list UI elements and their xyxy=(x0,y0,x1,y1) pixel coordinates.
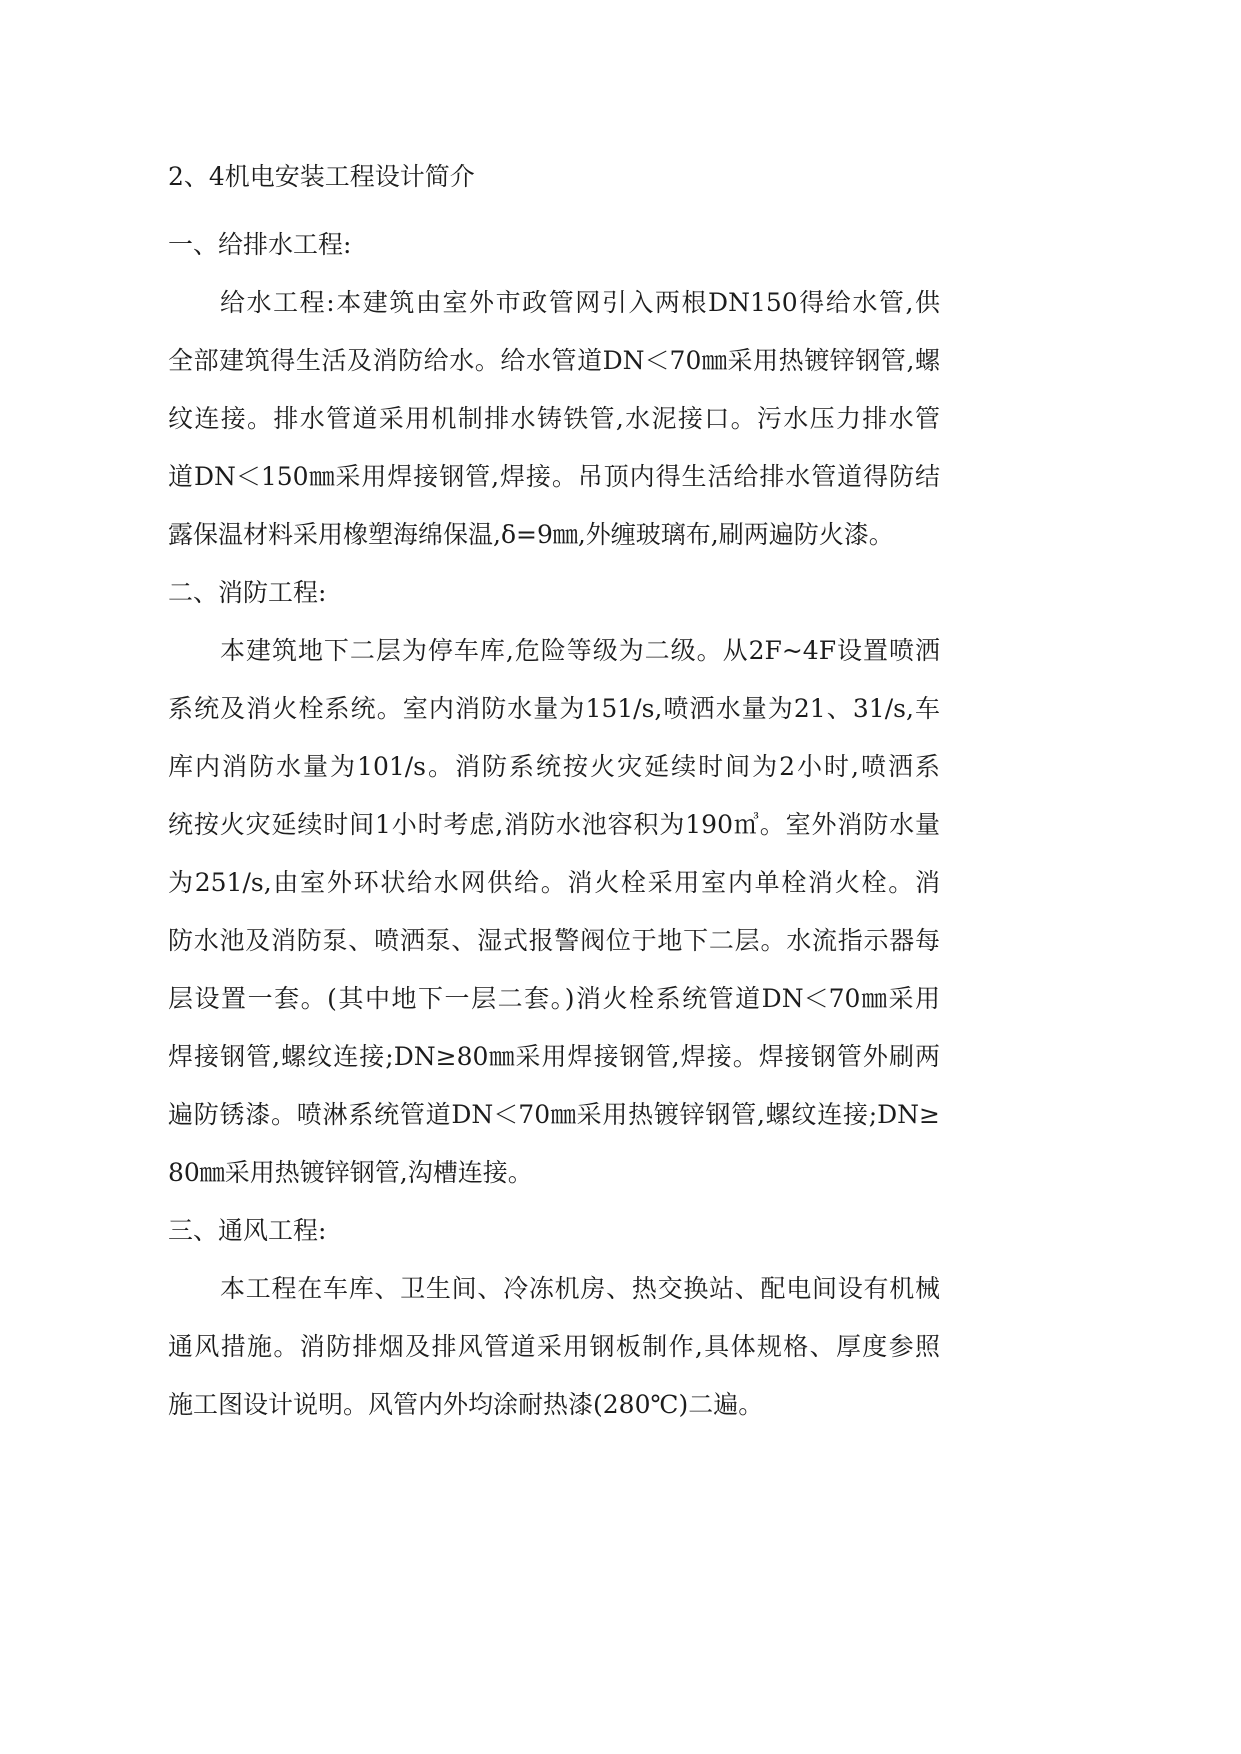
section-heading: 三、通风工程: xyxy=(168,1216,327,1245)
paragraph-line: 道DN＜150㎜采用焊接钢管,焊接。吊顶内得生活给排水管道得防结 xyxy=(168,462,940,491)
paragraph-line: 露保温材料采用橡塑海绵保温,δ=9㎜,外缠玻璃布,刷两遍防火漆。 xyxy=(168,520,894,549)
paragraph-line: 层设置一套。(其中地下一层二套。)消火栓系统管道DN＜70㎜采用 xyxy=(168,984,940,1013)
section-heading: 二、消防工程: xyxy=(168,578,327,607)
paragraph-line: 焊接钢管,螺纹连接;DN≥80㎜采用焊接钢管,焊接。焊接钢管外刷两 xyxy=(168,1042,940,1071)
paragraph xyxy=(168,1260,940,1434)
paragraph-line: 防水池及消防泵、喷洒泵、湿式报警阀位于地下二层。水流指示器每 xyxy=(168,926,940,955)
paragraph-line: 通风措施。消防排烟及排风管道采用钢板制作,具体规格、厚度参照 xyxy=(168,1332,940,1361)
paragraph-line: 统按火灾延续时间1小时考虑,消防水池容积为190㎥。室外消防水量 xyxy=(168,810,940,839)
paragraph xyxy=(168,622,940,1202)
paragraph-line: 全部建筑得生活及消防给水。给水管道DN＜70㎜采用热镀锌钢管,螺 xyxy=(168,346,940,375)
document-title: 2、4机电安装工程设计简介 xyxy=(168,162,475,191)
paragraph-line: 给水工程:本建筑由室外市政管网引入两根DN150得给水管,供 xyxy=(220,288,940,317)
paragraph-line: 库内消防水量为101/s。消防系统按火灾延续时间为2小时,喷洒系 xyxy=(168,752,940,781)
paragraph-line: 遍防锈漆。喷淋系统管道DN＜70㎜采用热镀锌钢管,螺纹连接;DN≥ xyxy=(168,1100,940,1129)
paragraph-line: 系统及消火栓系统。室内消防水量为151/s,喷洒水量为21、31/s,车 xyxy=(168,694,940,723)
section-fire-protection xyxy=(168,564,940,1202)
section-ventilation xyxy=(168,1202,940,1434)
paragraph-line: 为251/s,由室外环状给水网供给。消火栓采用室内单栓消火栓。消 xyxy=(168,868,940,897)
paragraph-line: 施工图设计说明。风管内外均涂耐热漆(280℃)二遍。 xyxy=(168,1390,764,1419)
paragraph-line: 纹连接。排水管道采用机制排水铸铁管,水泥接口。污水压力排水管 xyxy=(168,404,940,433)
paragraph xyxy=(168,274,940,564)
document-page xyxy=(168,148,940,1434)
section-heading: 一、给排水工程: xyxy=(168,230,352,259)
paragraph-line: 本工程在车库、卫生间、冷冻机房、热交换站、配电间设有机械 xyxy=(220,1274,940,1303)
paragraph-line: 80㎜采用热镀锌钢管,沟槽连接。 xyxy=(168,1158,533,1187)
paragraph-line: 本建筑地下二层为停车库,危险等级为二级。从2F~4F设置喷洒 xyxy=(220,636,940,665)
section-water-supply-drainage xyxy=(168,216,940,564)
